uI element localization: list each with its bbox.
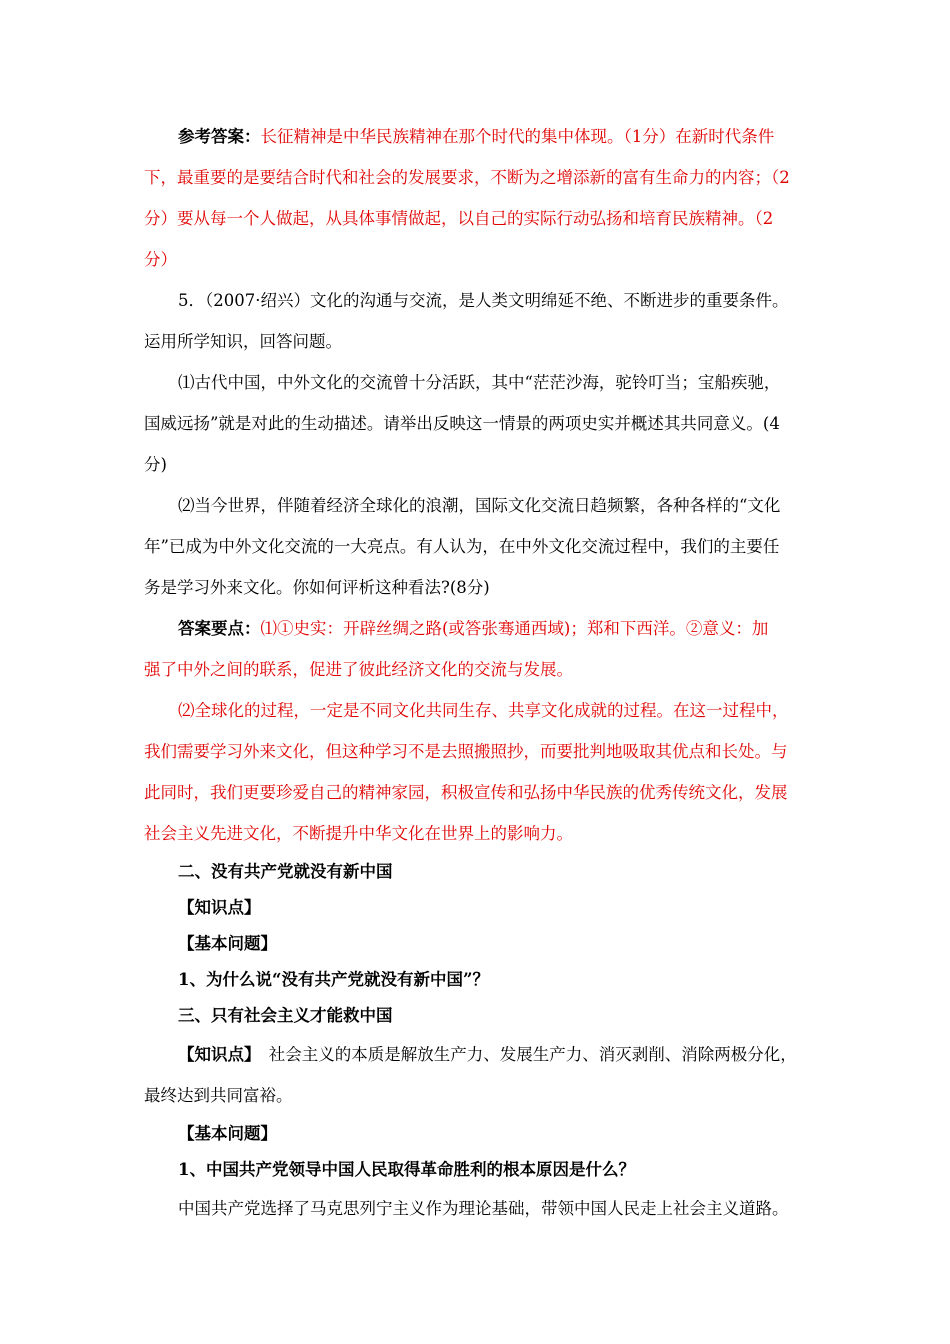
question-5-part-1-line-2: 国威远扬”就是对此的生动描述。请举出反映这一情景的两项史实并概述其共同意义。(4 xyxy=(144,414,780,433)
q5-answer-part-2-line-1: ⑵全球化的过程，一定是不同文化共同生存、共享文化成就的过程。在这一过程中， xyxy=(178,701,789,720)
answer-label: 参考答案： xyxy=(178,127,261,146)
answer-text: 长征精神是中华民族精神在那个时代的集中体现。（1分）在新时代条件 xyxy=(260,127,775,146)
question-5-part-2-line-1: ⑵当今世界，伴随着经济全球化的浪潮，国际文化交流日趋频繁，各种各样的“文化 xyxy=(178,496,781,515)
section-2-heading: 二、没有共产党就没有新中国 xyxy=(178,862,393,881)
section-2-knowledge-heading: 【知识点】 xyxy=(178,898,261,917)
question-5-line-2: 运用所学知识，回答问题。 xyxy=(144,332,342,351)
q5-answer-line-2: 强了中外之间的联系，促进了彼此经济文化的交流与发展。 xyxy=(144,660,573,679)
answer-text: ⑴①史实：开辟丝绸之路(或答张骞通西域)；郑和下西洋。②意义：加 xyxy=(260,619,769,638)
section-2-basic-heading: 【基本问题】 xyxy=(178,934,277,953)
q4-answer-line-1 xyxy=(144,116,824,157)
knowledge-text: 社会主义的本质是解放生产力、发展生产力、消灭剥削、消除两极分化， xyxy=(252,1045,797,1064)
question-5-part-1-line-1: ⑴古代中国，中外文化的交流曾十分活跃，其中“茫茫沙海，驼铃叮当；宝船疾驰， xyxy=(178,373,781,392)
q4-answer-line-4: 分） xyxy=(144,250,177,269)
q4-answer-line-3: 分）要从每一个人做起，从具体事情做起，以自己的实际行动弘扬和培育民族精神。（2 xyxy=(144,209,774,228)
section-3-heading: 三、只有社会主义才能救中国 xyxy=(178,1006,393,1025)
section-3-knowledge-line-1 xyxy=(144,1034,824,1075)
q4-answer-line-2: 下，最重要的是要结合时代和社会的发展要求，不断为之增添新的富有生命力的内容；（2 xyxy=(144,168,790,187)
section-3-knowledge-line-2: 最终达到共同富裕。 xyxy=(144,1086,293,1105)
question-5-part-2-line-3: 务是学习外来文化。你如何评析这种看法?(8分) xyxy=(144,578,490,597)
answer-label: 答案要点： xyxy=(178,619,261,638)
q5-answer-part-2-line-4: 社会主义先进文化，不断提升中华文化在世界上的影响力。 xyxy=(144,824,573,843)
section-3-answer-1: 中国共产党选择了马克思列宁主义作为理论基础，带领中国人民走上社会主义道路。 xyxy=(178,1199,789,1218)
section-3-question-1: 1、中国共产党领导中国人民取得革命胜利的根本原因是什么？ xyxy=(178,1160,635,1179)
question-5-part-1-line-3: 分) xyxy=(144,455,167,474)
q5-answer-part-2-line-3: 此同时，我们更要珍爱自己的精神家园，积极宣传和弘扬中华民族的优秀传统文化，发展 xyxy=(144,783,788,802)
question-5-part-2-line-2: 年”已成为中外文化交流的一大亮点。有人认为，在中外文化交流过程中，我们的主要任 xyxy=(144,537,780,556)
document-body xyxy=(144,116,824,1229)
knowledge-label: 【知识点】 xyxy=(178,1045,253,1064)
question-5-line-1: 5．（2007·绍兴）文化的沟通与交流，是人类文明绵延不绝、不断进步的重要条件。 xyxy=(178,291,789,310)
section-3-basic-heading: 【基本问题】 xyxy=(178,1124,277,1143)
q5-answer-line-1 xyxy=(144,608,824,649)
q5-answer-part-2-line-2: 我们需要学习外来文化，但这种学习不是去照搬照抄，而要批判地吸取其优点和长处。与 xyxy=(144,742,788,761)
section-2-question-1: 1、为什么说“没有共产党就没有新中国”？ xyxy=(178,970,489,989)
